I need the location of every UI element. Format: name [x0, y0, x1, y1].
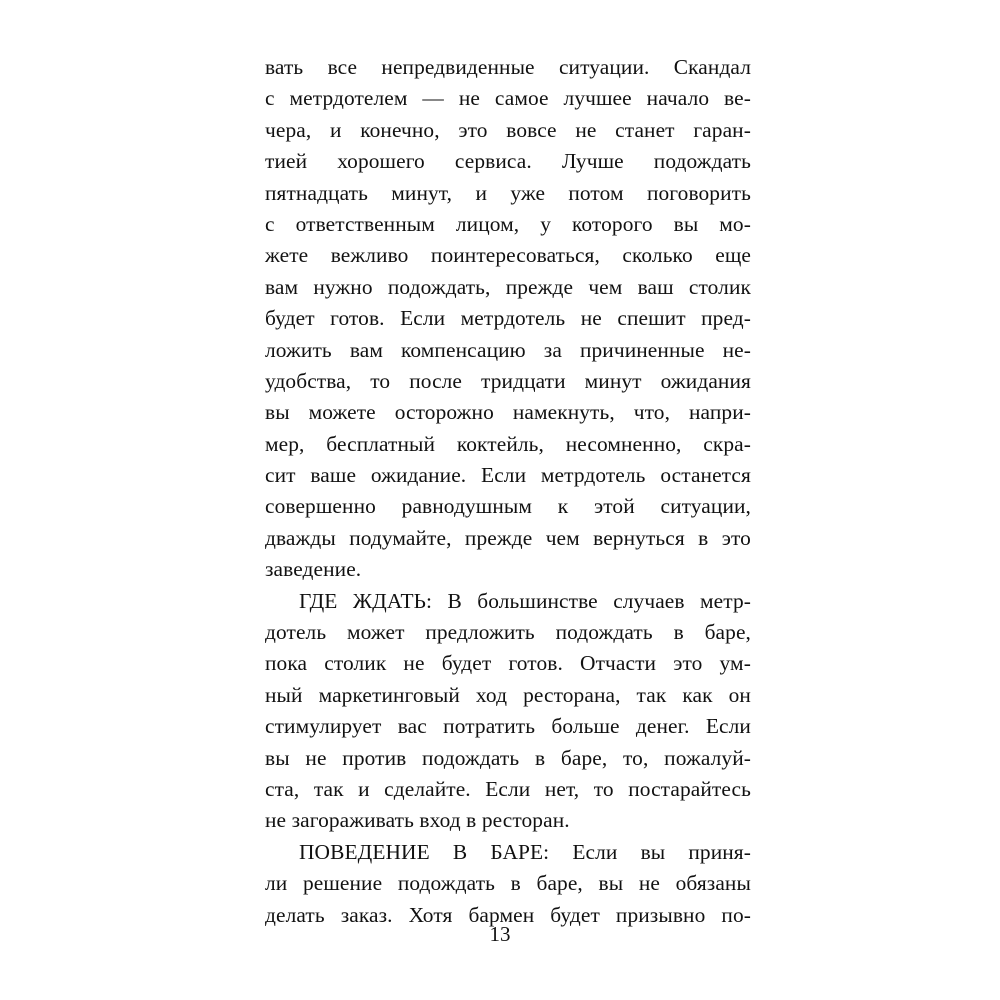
word: то, — [623, 745, 649, 770]
section-heading-line — [265, 837, 751, 868]
word: случаев — [613, 588, 685, 613]
text-line — [265, 146, 751, 177]
word: сит — [265, 463, 296, 488]
word: сделайте. — [384, 776, 471, 801]
text-line — [265, 209, 751, 240]
word: что, — [633, 400, 671, 425]
word: подумайте, — [349, 525, 452, 550]
word: вам — [265, 274, 299, 299]
word: непредвиденные — [381, 55, 535, 79]
word: еще — [715, 243, 751, 268]
word: тридцати — [481, 368, 566, 393]
word: метрдотель — [460, 306, 566, 331]
word: стимулирует — [265, 714, 382, 739]
text-line — [265, 491, 751, 522]
word: пятнадцать — [265, 180, 368, 205]
word: метр- — [700, 588, 751, 613]
word: Если — [400, 306, 446, 331]
word: Если — [705, 714, 751, 739]
word: ста, — [265, 776, 300, 801]
word: это — [721, 525, 751, 550]
text-line — [265, 711, 751, 742]
word: подождать — [555, 620, 653, 645]
word: сервиса. — [454, 149, 532, 174]
word: БАРЕ: — [490, 839, 550, 864]
word: он — [728, 682, 751, 707]
word: причиненные — [579, 337, 705, 362]
text-line — [265, 774, 751, 805]
word: подождать, — [387, 274, 491, 299]
text-line — [265, 335, 751, 366]
word: ожидания — [660, 368, 751, 393]
word: баре, — [536, 871, 583, 896]
section-heading-line — [265, 586, 751, 617]
word: не — [580, 306, 602, 331]
paragraph-continued — [265, 52, 751, 586]
text-line — [265, 83, 751, 114]
word: В — [452, 839, 468, 864]
word: вовсе — [506, 117, 557, 142]
text-line — [265, 680, 751, 711]
word: ход — [475, 682, 508, 707]
text-line — [265, 240, 751, 271]
word: будет — [550, 902, 600, 927]
word: будет — [265, 306, 315, 331]
word: ответственным — [295, 211, 435, 236]
word: мо- — [719, 211, 751, 236]
word: маркетинговый — [318, 682, 460, 707]
word: нужно — [313, 274, 373, 299]
word: метрдотелем — [289, 86, 408, 111]
word: в — [510, 871, 521, 896]
word: заказ. — [340, 902, 393, 927]
word: ум- — [719, 651, 751, 676]
word: уже — [510, 180, 546, 205]
word: в — [673, 620, 684, 645]
word: предложить — [425, 620, 535, 645]
word: в — [698, 525, 709, 550]
word: поинтересоваться, — [430, 243, 600, 268]
word: минут — [584, 368, 642, 393]
word: так — [636, 682, 667, 707]
word: не- — [722, 337, 751, 362]
word: удобства, — [265, 368, 352, 393]
word: которого — [572, 211, 653, 236]
word: не — [305, 745, 327, 770]
word: гаран- — [693, 117, 751, 142]
word: не — [403, 651, 425, 676]
word: решение — [302, 871, 383, 896]
word: поговорить — [646, 180, 751, 205]
word: скра- — [703, 431, 751, 456]
word: после — [409, 368, 463, 393]
word: чера, — [265, 117, 312, 142]
word: у — [540, 211, 552, 236]
word: баре, — [704, 620, 751, 645]
text-line — [265, 648, 751, 679]
word: пока — [265, 651, 308, 676]
word: вы — [265, 400, 290, 425]
word: Если — [572, 839, 618, 864]
word: все — [327, 55, 358, 79]
word: станет — [615, 117, 675, 142]
text-line: не загораживать вход в ресторан. — [265, 808, 570, 833]
word: не — [458, 86, 480, 111]
word: самое — [494, 86, 549, 111]
word: вы — [598, 871, 624, 896]
word: столик — [688, 274, 751, 299]
word: В — [447, 588, 462, 613]
word: прежде — [505, 274, 574, 299]
text-line — [265, 178, 751, 209]
word: вы — [673, 211, 699, 236]
text-line — [265, 272, 751, 303]
text-line — [265, 397, 751, 428]
word: то — [370, 368, 391, 393]
word: несомненно, — [565, 431, 682, 456]
word: — — [422, 86, 444, 111]
word: равнодушным — [401, 494, 532, 519]
word: напри- — [689, 400, 751, 425]
text-line — [265, 743, 751, 774]
word: и — [329, 117, 342, 142]
word: Если — [481, 463, 527, 488]
word: чем — [588, 274, 623, 299]
word: дважды — [265, 525, 336, 550]
word: коктейль, — [456, 431, 544, 456]
word: этой — [593, 494, 635, 519]
word: намекнуть, — [512, 400, 615, 425]
word: в — [534, 745, 546, 770]
word: подождать — [653, 149, 751, 174]
word: лучшее — [563, 86, 632, 111]
page-number: 13 — [489, 922, 511, 946]
word: вернуться — [593, 525, 685, 550]
word: нет, — [544, 776, 580, 801]
word: призывно — [615, 902, 706, 927]
word: потратить — [443, 714, 536, 739]
word: дотель — [265, 620, 327, 645]
word: ожидание. — [370, 463, 467, 488]
word: Скандал — [673, 55, 751, 79]
word: будет — [441, 651, 492, 676]
word: мер, — [265, 431, 305, 456]
word: баре, — [560, 745, 608, 770]
word: это — [673, 651, 703, 676]
word: жете — [265, 243, 309, 268]
word: тией — [265, 149, 308, 174]
word: Хотя — [408, 902, 453, 927]
word: и — [475, 180, 487, 205]
text-line — [265, 366, 751, 397]
word: метрдотель — [540, 463, 646, 488]
word: с — [265, 211, 275, 236]
word: прежде — [464, 525, 533, 550]
word: Лучше — [561, 149, 624, 174]
word: пожалуй- — [664, 745, 751, 770]
word: лицом, — [455, 211, 520, 236]
word: пред- — [701, 306, 751, 331]
paragraph-povedenie-v-bare — [265, 837, 751, 931]
word: так — [313, 776, 344, 801]
word: денег. — [635, 714, 690, 739]
word: компенсацию — [401, 337, 526, 362]
word: вас — [397, 714, 427, 739]
word: совершенно — [265, 494, 376, 519]
word: к — [557, 494, 569, 519]
word: ПОВЕДЕНИЕ — [299, 839, 430, 864]
word: вежливо — [330, 243, 409, 268]
word: ГДЕ — [299, 588, 338, 613]
word: то — [593, 776, 614, 801]
word: осторожно — [394, 400, 494, 425]
word: бармен — [468, 902, 535, 927]
text-line — [265, 429, 751, 460]
word: можете — [308, 400, 376, 425]
word: останется — [660, 463, 751, 488]
word: как — [682, 682, 713, 707]
word: сколько — [622, 243, 693, 268]
text-line — [265, 303, 751, 334]
word: больше — [551, 714, 620, 739]
word: не — [638, 871, 660, 896]
word: не — [575, 117, 597, 142]
word: за — [543, 337, 562, 362]
text-line — [265, 617, 751, 648]
text-line — [265, 523, 751, 554]
word: постарайтесь — [628, 776, 751, 801]
text-line — [265, 52, 751, 83]
text-line — [265, 115, 751, 146]
word: по- — [721, 902, 751, 927]
word: может — [346, 620, 405, 645]
word: Отчасти — [580, 651, 657, 676]
word: ситуации. — [558, 55, 650, 79]
paragraph-gde-zhdat — [265, 586, 751, 837]
word: это — [458, 117, 488, 142]
word: ложить — [265, 337, 332, 362]
word: ли — [265, 871, 288, 896]
word: с — [265, 86, 275, 111]
word: ваш — [637, 274, 674, 299]
word: подождать — [397, 871, 496, 896]
word: делать — [265, 902, 325, 927]
word: готов. — [508, 651, 563, 676]
text-line — [265, 460, 751, 491]
word: вы — [640, 839, 666, 864]
word: столик — [324, 651, 387, 676]
word: ресторана, — [523, 682, 621, 707]
word: хорошего — [337, 149, 425, 174]
word: ный — [265, 682, 303, 707]
word: минут, — [391, 180, 453, 205]
text-line — [265, 868, 751, 899]
word: начало — [646, 86, 710, 111]
word: бесплатный — [326, 431, 436, 456]
word: вать — [265, 55, 304, 79]
word: Если — [485, 776, 531, 801]
word: ве- — [724, 86, 751, 111]
page-text-block — [265, 52, 751, 931]
word: готов. — [330, 306, 385, 331]
word: и — [358, 776, 370, 801]
word: против — [342, 745, 407, 770]
word: конечно, — [360, 117, 440, 142]
word: спешит — [617, 306, 686, 331]
word: ситуации, — [660, 494, 751, 519]
text-line: заведение. — [265, 557, 362, 582]
word: чем — [545, 525, 580, 550]
word: обязаны — [675, 871, 751, 896]
word: подождать — [422, 745, 520, 770]
word: вы — [265, 745, 290, 770]
word: большинстве — [477, 588, 598, 613]
word: потом — [568, 180, 624, 205]
word: ваше — [310, 463, 357, 488]
word: приня- — [688, 839, 751, 864]
word: вам — [349, 337, 383, 362]
word: ЖДАТЬ: — [352, 588, 433, 613]
